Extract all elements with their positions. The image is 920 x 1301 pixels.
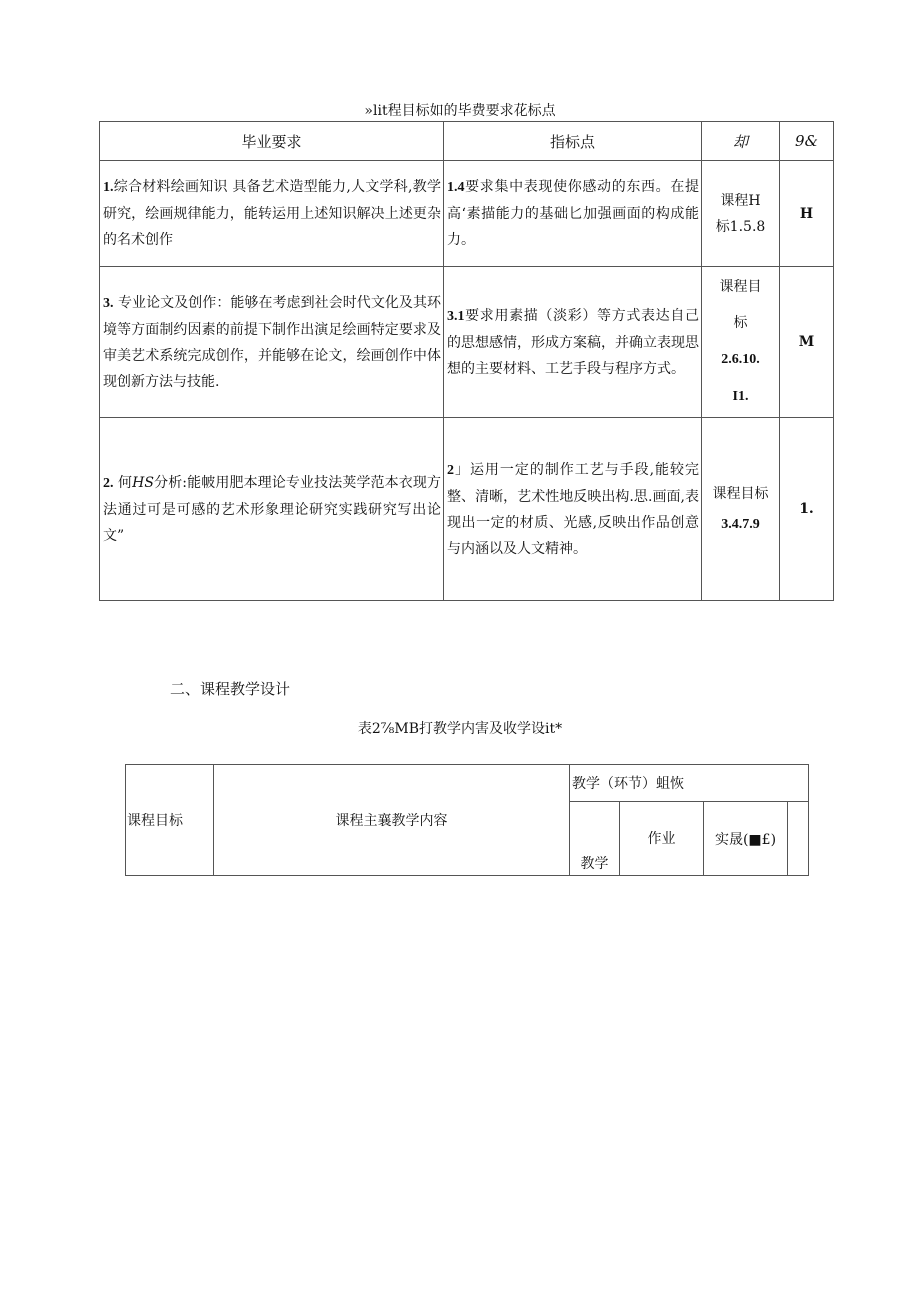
table-header-row	[126, 765, 809, 802]
requirement-cell: 3. 专业论文及创作：能够在考虑到社会时代文化及其环境等方面制约因素的前提下制作出演足绘画特定要求及审美艺术系统完成创作，并能够在论文，绘画创作中体现创新方法与技能.	[100, 267, 444, 418]
header-course-goal: 课程目标	[126, 765, 214, 876]
requirement-cell: 2. 何HS分析:能帔用肥本理论专业技法荚学范本衣现方法通过可是可感的艺术形象理论研究实践研究写出论文”	[100, 418, 444, 601]
table-header-row	[100, 122, 834, 161]
teaching-design-table	[125, 764, 809, 876]
level-cell: 1.	[780, 418, 834, 601]
objectives-requirements-table	[99, 121, 834, 601]
goal-cell: 课程目标 3.4.7.9	[702, 418, 780, 601]
table1-caption: »lit程目标如的毕费要求花标点	[364, 103, 556, 119]
table-row	[100, 418, 834, 601]
section-title: 二、课程教学设计	[170, 680, 291, 698]
indicator-cell: 3.1要求用素描（淡彩）等方式表达自己的思想感情，形成方案稿，并确立表现思想的主要材料、工艺手段与程序方式。	[444, 267, 702, 418]
table-row	[100, 267, 834, 418]
subheader-teaching: 教学	[570, 802, 620, 876]
header-graduation-requirement: 毕业要求	[100, 122, 444, 161]
header-indicator: 指标点	[444, 122, 702, 161]
goal-cell: 课程目 标 2.6.10. I1.	[702, 267, 780, 418]
level-cell: H	[780, 161, 834, 267]
goal-cell: 课程H 标1.5.8	[702, 161, 780, 267]
header-main-content: 课程主襄教学内容	[214, 765, 570, 876]
indicator-cell: 2」运用一定的制作工艺与手段,能较完整、清晰，艺术性地反映出构.思.画面,表现出一定的材质、光感,反映出作品创意与内涵以及人文精神。	[444, 418, 702, 601]
table-row	[100, 161, 834, 267]
table2-caption: 表2⅞MB打教学内害及收学设it*	[357, 721, 563, 737]
header-level: 9&	[780, 122, 834, 161]
header-teaching-section: 教学（环节）蛆恢	[570, 765, 809, 802]
subheader-homework: 作业	[620, 802, 704, 876]
header-goal: 却	[702, 122, 780, 161]
level-cell: M	[780, 267, 834, 418]
empty-cell	[788, 802, 809, 876]
subheader-practice: 实晟(■£)	[704, 802, 788, 876]
indicator-cell: 1.4要求集中表现使你感动的东西。在提高‘素描能力的基础匕加强画面的构成能力。	[444, 161, 702, 267]
requirement-cell: 1.综合材料绘画知识 具备艺术造型能力,人文学科,教学研究，绘画规律能力，能转运用上述知识解决上述更杂的名术创作	[100, 161, 444, 267]
